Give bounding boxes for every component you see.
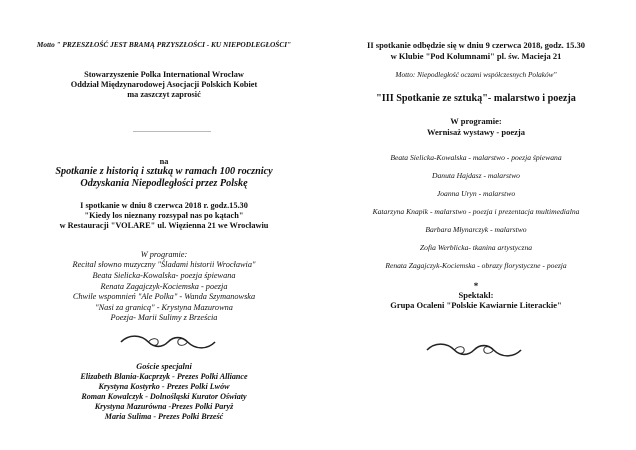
event-title-line-2: Odzyskania Niepodległości przez Polskę bbox=[80, 178, 248, 189]
program-line: "Nasi za granicą" - Krystyna Mazurowna bbox=[95, 303, 233, 312]
program-line: Beata Sielicka-Kowalska- poezja śpiewana bbox=[92, 271, 236, 280]
meeting-line-1: I spotkanie w dniu 8 czerwca 2018 r. godz.15.30 bbox=[80, 201, 248, 210]
guest-line: Elizabeth Blania-Kacprzyk - Prezes Polki Alliance bbox=[80, 372, 248, 381]
guest-line: Roman Kowalczyk - Dolnośląski Kurator Oświaty bbox=[81, 392, 247, 401]
artist-line: Beata Sielicka-Kowalska - malarstwo - poezja śpiewana bbox=[390, 153, 562, 162]
right-program-label: W programie: bbox=[450, 116, 502, 126]
program-line: Recital słowno muzyczny "Śladami historii Wrocławia" bbox=[72, 260, 256, 269]
guests-title: Goście specjalni bbox=[136, 362, 192, 371]
right-header-line-2: w Klubie "Pod Kolumnami" pl. św. Macieja 21 bbox=[390, 51, 562, 61]
right-title: "III Spotkanie ze sztuką"- malarstwo i poezja bbox=[376, 93, 576, 104]
program-line: Chwile wspomnień "Ale Polka" - Wanda Szymanowska bbox=[72, 292, 256, 301]
right-motto: Motto: Niepodległość oczami współczesnych Polaków" bbox=[395, 70, 557, 79]
right-program-sub: Wernisaż wystawy - poezja bbox=[427, 127, 525, 137]
flourish-ornament bbox=[119, 335, 217, 349]
org-line-3: ma zaszczyt zaprosić bbox=[127, 90, 201, 99]
meeting-line-3: w Restauracji "VOLARE" ul. Więzienna 21 we Wrocławiu bbox=[59, 221, 269, 230]
guest-line: Maria Sulima - Prezes Polki Brześć bbox=[104, 412, 224, 421]
guest-line: Krystyna Kostyrko - Prezes Polki Lwów bbox=[98, 382, 230, 391]
right-header-line-1: II spotkanie odbędzie się w dniu 9 czerwca 2018, godz. 15.30 bbox=[367, 40, 585, 50]
left-motto: Motto " PRZESZŁOŚĆ JEST BRAMĄ PRZYSZŁOŚCI - KU NIEPODLEGŁOŚCI" bbox=[36, 40, 292, 49]
spectacle-label: Spektakl: bbox=[458, 290, 494, 300]
bullet: * bbox=[473, 281, 479, 291]
org-line-2: Oddział Międzynarodowej Asocjacji Polskich Kobiet bbox=[70, 80, 258, 89]
artist-line: Katarzyna Knapik - malarstwo - poezja i prezentacja multimedialna bbox=[372, 207, 580, 216]
artist-line: Joanna Uryn - malarstwo bbox=[436, 189, 516, 198]
flourish-ornament bbox=[425, 343, 523, 357]
program-line: W programie: bbox=[140, 250, 188, 259]
artist-line: Renata Zagajczyk-Kociemska - obrazy florystyczne - poezja bbox=[385, 261, 567, 270]
program-line: Renata Zagajczyk-Kociemska - poezja bbox=[100, 282, 228, 291]
meeting-line-2: "Kiedy los nieznany rozsypał nas po kątach" bbox=[84, 211, 244, 220]
artist-line: Zofia Werblicka- tkanina artystyczna bbox=[419, 243, 533, 252]
event-title-line-1: Spotkanie z historią i sztuką w ramach 100 rocznicy bbox=[55, 166, 273, 177]
org-line-1: Stowarzyszenie Polka International Wroclaw bbox=[84, 70, 244, 79]
na-label: na bbox=[159, 157, 169, 166]
spectacle-name: Grupa Ocaleni "Polskie Kawiarnie Literackie" bbox=[390, 300, 562, 310]
artist-line: Danuta Hajdasz - malarstwo bbox=[432, 171, 520, 180]
divider bbox=[133, 131, 211, 132]
artist-line: Barbara Młynarczyk - malarstwo bbox=[425, 225, 527, 234]
program-line: Poezja- Marii Sulimy z Brześcia bbox=[110, 313, 218, 322]
guest-line: Krystyna Mazurówna -Prezes Polki Paryż bbox=[94, 402, 234, 411]
